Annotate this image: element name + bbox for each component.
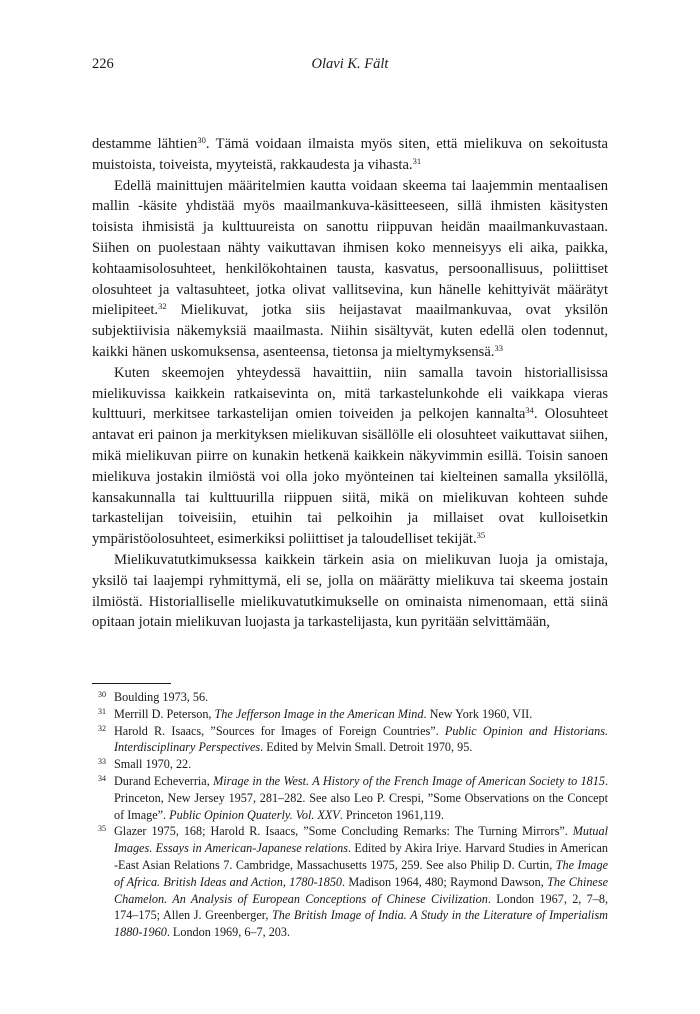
footnote-32 (92, 723, 608, 757)
text-run: Edellä mainittujen määritelmien kautta voidaan skeema tai laajemmin mentaalisen mallin -käsite yhdistää myös maailmankuva-käsitteeseen, sillä ihmisten käsitysten toisista ihmisistä ja kulttuureista on sanottu riippuvan heidän maailmankuvastaan. Siihen on puolestaan nähty vaikuttavan ihmisen koko menneisyys eli aika, paikka, kohtaamisolosuhteet, henkilökohtainen tausta, kasvatus, persoonallisuus, poliittiset olosuhteet ja valtasuhteet, jotka olivat vallitsevina, kun hänelle kehittyivät määrätyt mielipiteet. (92, 177, 608, 319)
footnote-33 (92, 756, 608, 773)
footnote-number: 34 (98, 773, 106, 783)
footnote-title: Public Opinion and Historians. Interdisciplinary Perspectives (114, 723, 609, 755)
footnote-title: Public Opinion Quaterly. Vol. XXV (169, 807, 340, 822)
footnote-number: 35 (98, 824, 106, 834)
footnote-text: Small 1970, 22. (114, 757, 192, 772)
footnote-ref-33: 33 (494, 342, 503, 353)
footnote-text: . Madison 1964, 480; Raymond Dawson, (342, 874, 548, 889)
footnote-text: . Princeton 1961,119. (339, 807, 444, 822)
paragraph-4 (92, 550, 608, 633)
footnote-text: Glazer 1975, 168; Harold R. Isaacs, ”Some Concluding Remarks: The Turning Mirrors”. (114, 824, 573, 839)
page-number: 226 (92, 56, 114, 72)
paragraph-3 (92, 363, 608, 550)
footnote-number: 32 (98, 723, 106, 733)
footnote-31 (92, 706, 608, 723)
footnote-title: The Jefferson Image in the American Mind (214, 706, 424, 721)
footnote-title: The Chinese Chamelon. An Analysis of European Conceptions of Chinese Civilization (114, 874, 608, 906)
paragraph-2 (92, 176, 608, 363)
footnote-title: Mutual Images. Essays in American-Japanese relations (114, 824, 608, 856)
footnote-title: Mirage in the West. A History of the French Image of American Society to 1815 (213, 773, 605, 788)
footnote-text: . New York 1960, VII. (423, 706, 533, 721)
footnote-number: 30 (98, 690, 106, 699)
footnote-34 (92, 773, 608, 823)
footnote-text: . Edited by Akira Iriye. Harvard Studies in American -East Asian Relations 7. Cambridge, Massachusetts 1975, 259. See also Philip D. Curtin, (114, 841, 608, 872)
footnote-ref-32: 32 (158, 301, 167, 312)
footnote-title: The Image of Africa. British Ideas and Action, 1780-1850 (114, 857, 608, 889)
footnote-35 (92, 823, 608, 941)
text-run: Kuten skeemojen yhteydessä havaittiin, niin samalla tavoin historiallisissa mielikuvissa kaikkein ratkaisevinta on, mitä tarkastelunkohde eli vaikkapa vieras kulttuuri, merkitsee tarkastelijan omien toiveiden ja pelkojen kannalta (92, 364, 608, 423)
footnotes (92, 689, 608, 941)
footnote-text: . Princeton, New Jersey 1957, 281–282. See also Leo P. Crespi, ”Some Observations on the Concept of Image”. (114, 773, 608, 822)
footnote-text: Boulding 1973, 56. (114, 690, 209, 704)
text-run: . Tämä voidaan ilmaista myös siten, että mielikuva on sekoitusta muistoista, toiveista, myyteistä, rakkaudesta ja vihasta. (92, 136, 608, 173)
footnote-ref-31: 31 (412, 155, 422, 166)
paragraph-1 (92, 134, 608, 176)
running-head-author: Olavi K. Fält (311, 56, 389, 72)
footnote-text: . Edited by Melvin Small. Detroit 1970, 95. (260, 740, 473, 755)
footnote-number: 33 (98, 757, 106, 767)
text-run: Mielikuvatutkimuksessa kaikkein tärkein asia on mielikuvan luoja ja omistaja, yksilö tai laajempi ryhmittymä, eli se, jolla on määrätty mielikuva tai skeema jostain ilmiöstä. Historialliselle mielikuvatutkimukselle on ominaista nimenomaan, että siinä opitaan jotain mielikuvan luojasta ja tarkastelijasta, kun pyritään selvittämään, (92, 551, 608, 631)
footnote-text: Harold R. Isaacs, ”Sources for Images of Foreign Countries”. (114, 723, 445, 738)
text-run: . Olosuhteet antavat eri painon ja merkityksen mielikuvan sisällölle eli olosuhteet vaikuttavat siihen, mikä mielikuvan piirre on kunakin hetkenä kaikkein näkyvimmin esillä. Toisin sanoen mielikuva jostakin ilmiöstä voi olla joko myönteinen tai kielteinen samalla yksilöllä, kansakunnalla tai kulttuurilla riippuen siitä, mikä on mielikuvan kohteen suhde tarkastelijan toiveisiin, etuihin tai pelkoihin ja millaiset ovat kulloisetkin ympäristöolosuhteet, esimerkiksi poliittiset ja taloudelliset tekijät. (92, 406, 609, 548)
footnote-separator (92, 683, 171, 684)
text-run: Mielikuvat, jotka siis heijastavat maailmankuvaa, ovat yksilön subjektiivisia näkemyksiä maailmasta. Niihin sisältyvät, kuten edellä olen todennut, kaikki hänen uskomuksensa, asenteensa, tietonsa ja mieltymyksensä. (92, 302, 608, 360)
footnote-text: . London 1967, 2, 7–8, 174–175; Allen J. Greenberger, (114, 891, 608, 923)
running-header (92, 56, 608, 76)
footnote-title: The British Image of India. A Study in the Literature of Imperialism 1880-1960 (114, 908, 608, 940)
footnote-text: Merrill D. Peterson, (114, 706, 215, 721)
footnote-ref-34: 34 (525, 405, 534, 416)
footnote-text: . London 1969, 6–7, 203. (166, 925, 291, 940)
text-run: destamme lähtien (92, 136, 198, 152)
footnote-ref-30: 30 (197, 135, 206, 145)
footnote-30 (92, 689, 608, 706)
footnote-text: Durand Echeverria, (114, 773, 214, 788)
main-text (92, 134, 608, 633)
footnote-number: 31 (98, 706, 106, 716)
footnote-ref-35: 35 (476, 530, 486, 541)
